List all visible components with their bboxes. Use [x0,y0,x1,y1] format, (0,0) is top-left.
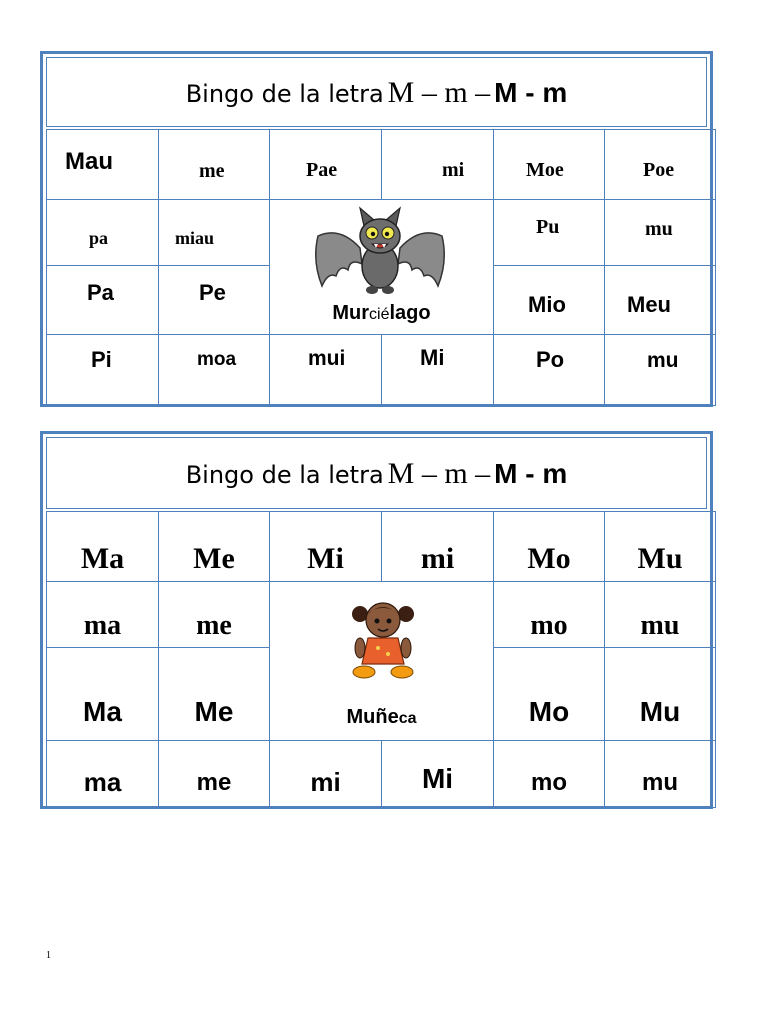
bingo-cell[interactable]: Mu [605,648,716,741]
bingo-cell[interactable]: mi [382,512,494,582]
table-row [47,335,716,406]
doll-icon [338,594,428,684]
bingo-cell[interactable]: Me [159,648,270,741]
bingo-cell[interactable]: Mi [270,512,382,582]
table-row [47,582,716,648]
bingo-cell[interactable]: Mi [382,335,494,406]
bingo-cell[interactable]: ma [47,582,159,648]
bingo-cell[interactable]: mu [605,582,716,648]
bat-icon [310,206,450,306]
bingo-cell[interactable]: mu [605,200,716,266]
bingo-cell[interactable]: Meu [605,266,716,335]
bingo-card-2 [40,431,713,809]
bingo-cell[interactable]: Pu [494,200,605,266]
table-row [47,741,716,808]
bingo-cell[interactable]: Pa [47,266,159,335]
bingo-cell[interactable]: Ma [47,512,159,582]
table-row [47,200,716,266]
bingo-cell[interactable]: Mo [494,648,605,741]
bingo-cell[interactable]: ma [47,741,159,808]
picture-caption: Muñeca [346,706,417,728]
bingo-cell[interactable]: moa [159,335,270,406]
bingo-cell[interactable]: mo [494,582,605,648]
bingo-card-1 [40,51,713,407]
bingo-cell[interactable]: Mau [47,130,159,200]
bingo-grid [46,511,716,808]
bingo-cell[interactable]: pa [47,200,159,266]
bingo-cell[interactable]: mui [270,335,382,406]
bingo-grid [46,129,716,406]
card-title: Bingo de la letra M – m – M - m [46,57,707,127]
bingo-cell[interactable]: Moe [494,130,605,200]
page-number: 1 [46,950,51,961]
bingo-cell[interactable]: mu [605,335,716,406]
bingo-cell[interactable]: Poe [605,130,716,200]
table-row [47,130,716,200]
bingo-cell[interactable]: me [159,582,270,648]
bingo-cell[interactable]: Mu [605,512,716,582]
bingo-cell[interactable]: me [159,130,270,200]
bingo-cell[interactable]: Mio [494,266,605,335]
card-title: Bingo de la letra M – m – M - m [46,437,707,509]
bingo-cell[interactable]: mo [494,741,605,808]
bingo-cell[interactable]: Pe [159,266,270,335]
bingo-cell[interactable]: Me [159,512,270,582]
bingo-cell[interactable]: me [159,741,270,808]
table-row [47,512,716,582]
bingo-cell[interactable]: mi [382,130,494,200]
bingo-cell[interactable]: Po [494,335,605,406]
bingo-cell[interactable]: Pae [270,130,382,200]
bingo-cell[interactable]: Mi [382,741,494,808]
picture-cell [270,582,494,741]
bingo-cell[interactable]: Pi [47,335,159,406]
bingo-cell[interactable]: mu [605,741,716,808]
picture-cell [270,200,494,335]
bingo-cell[interactable]: mi [270,741,382,808]
bingo-cell[interactable]: miau [159,200,270,266]
picture-caption: Murciélago [332,302,431,324]
bingo-cell[interactable]: Ma [47,648,159,741]
bingo-cell[interactable]: Mo [494,512,605,582]
